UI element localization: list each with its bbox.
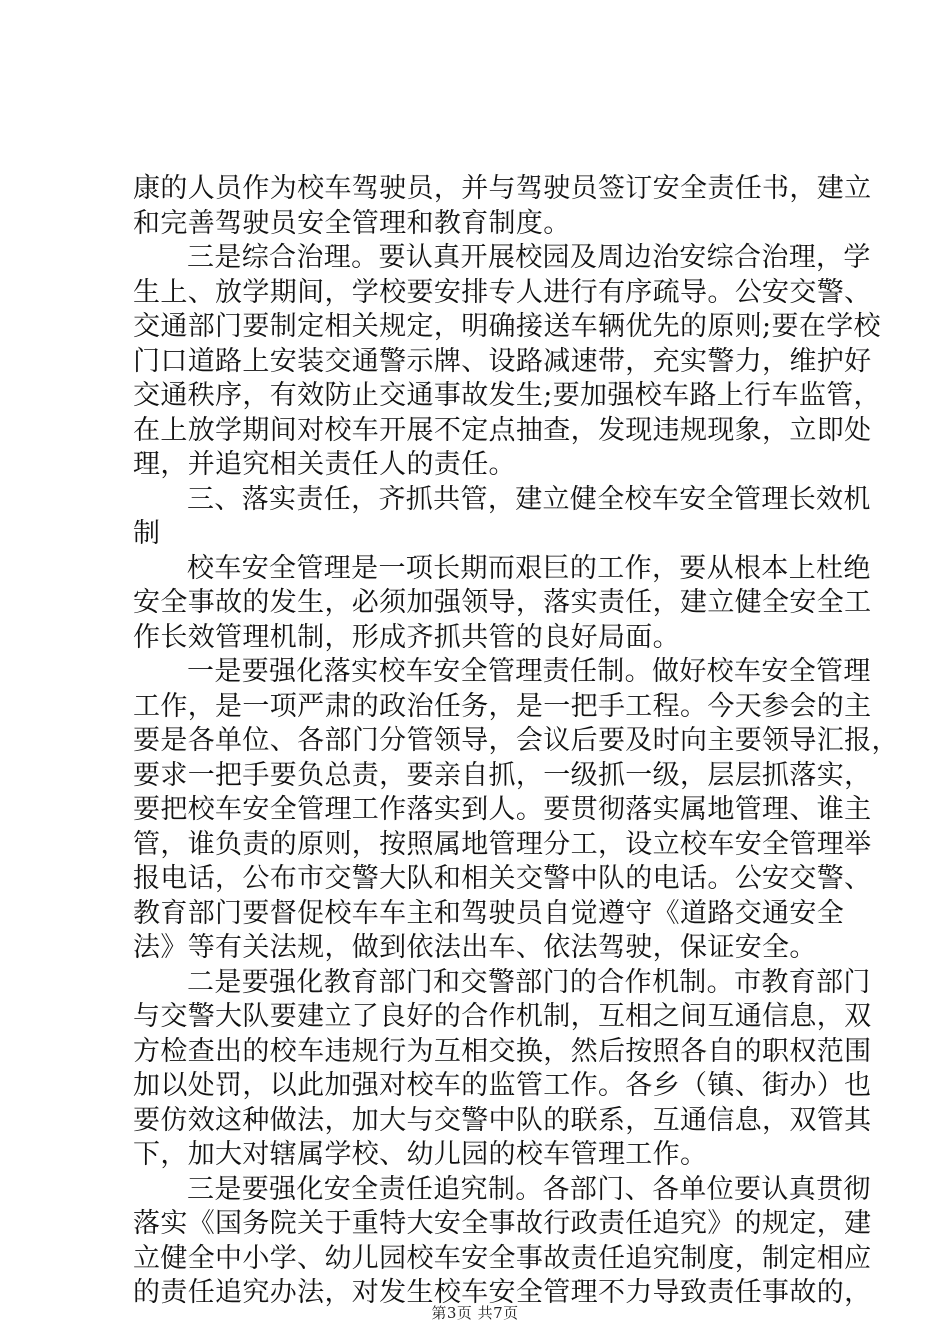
text-line: 作长效管理机制，形成齐抓共管的良好局面。 [133, 621, 680, 653]
text-line: 工作，是一项严肃的政治任务，是一把手工程。今天参会的主 [133, 690, 872, 722]
text-line: 的责任追究办法，对发生校车安全管理不力导致责任事故的， [133, 1277, 872, 1308]
text-line: 生上、放学期间，学校要安排专人进行有序疏导。公安交警、 [133, 276, 872, 308]
text-line: 门口道路上安装交通警示牌、设路减速带，充实警力，维护好 [133, 345, 872, 377]
text-line: 加以处罚，以此加强对校车的监管工作。各乡（镇、街办）也 [133, 1070, 872, 1101]
text-line: 下，加大对辖属学校、幼儿园的校车管理工作。 [133, 1139, 708, 1170]
document-body [133, 172, 899, 1311]
paragraph-start-line: 三是要强化安全责任追究制。各部门、各单位要认真贯彻 [187, 1173, 871, 1205]
paragraph-start-line: 三是综合治理。要认真开展校园及周边治安综合治理，学 [187, 242, 871, 273]
text-line: 安全事故的发生，必须加强领导，落实责任，建立健全安全工 [133, 587, 872, 618]
text-line: 教育部门要督促校车车主和驾驶员自觉遵守《道路交通安全 [133, 897, 845, 929]
text-line: 立健全中小学、幼儿园校车安全事故责任追究制度，制定相应 [133, 1242, 872, 1274]
text-line: 方检查出的校车违规行为互相交换，然后按照各自的职权范围 [133, 1035, 872, 1067]
text-line: 管，谁负责的原则，按照属地管理分工，设立校车安全管理举 [133, 828, 872, 860]
text-line: 理，并追究相关责任人的责任。 [133, 449, 516, 480]
text-line: 报电话，公布市交警大队和相关交警中队的电话。公安交警、 [133, 863, 872, 894]
paragraph-start-line: 二是要强化教育部门和交警部门的合作机制。市教育部门 [187, 966, 871, 998]
text-line: 要仿效这种做法，加大与交警中队的联系，互通信息，双管其 [133, 1104, 872, 1136]
text-line: 与交警大队要建立了良好的合作机制，互相之间互通信息，双 [133, 1001, 872, 1032]
text-line: 交通部门要制定相关规定，明确接送车辆优先的原则;要在学校 [133, 311, 881, 342]
section-heading-line: 三、落实责任，齐抓共管，建立健全校车安全管理长效机 [187, 483, 871, 515]
text-line: 在上放学期间对校车开展不定点抽查，发现违规现象，立即处 [133, 414, 872, 446]
text-line: 交通秩序，有效防止交通事故发生;要加强校车路上行车监管， [133, 380, 881, 411]
text-line: 康的人员作为校车驾驶员，并与驾驶员签订安全责任书，建立 [133, 173, 872, 204]
text-line: 要求一把手要负总责，要亲自抓，一级抓一级，层层抓落实， [133, 759, 872, 791]
text-line: 和完善驾驶员安全管理和教育制度。 [133, 207, 571, 239]
paragraph-start-line: 校车安全管理是一项长期而艰巨的工作，要从根本上杜绝 [187, 552, 871, 584]
section-heading-line: 制 [133, 518, 161, 549]
text-line: 要是各单位、各部门分管领导，会议后要及时向主要领导汇报， [133, 725, 899, 756]
page-number-footer: 第3页 共7页 [431, 1304, 519, 1322]
paragraph-start-line: 一是要强化落实校车安全管理责任制。做好校车安全管理 [187, 656, 871, 687]
text-line: 要把校车安全管理工作落实到人。要贯彻落实属地管理、谁主 [133, 794, 872, 825]
text-line: 落实《国务院关于重特大安全事故行政责任追究》的规定，建 [133, 1208, 872, 1239]
text-line: 法》等有关法规，做到依法出车、依法驾驶，保证安全。 [133, 932, 817, 963]
